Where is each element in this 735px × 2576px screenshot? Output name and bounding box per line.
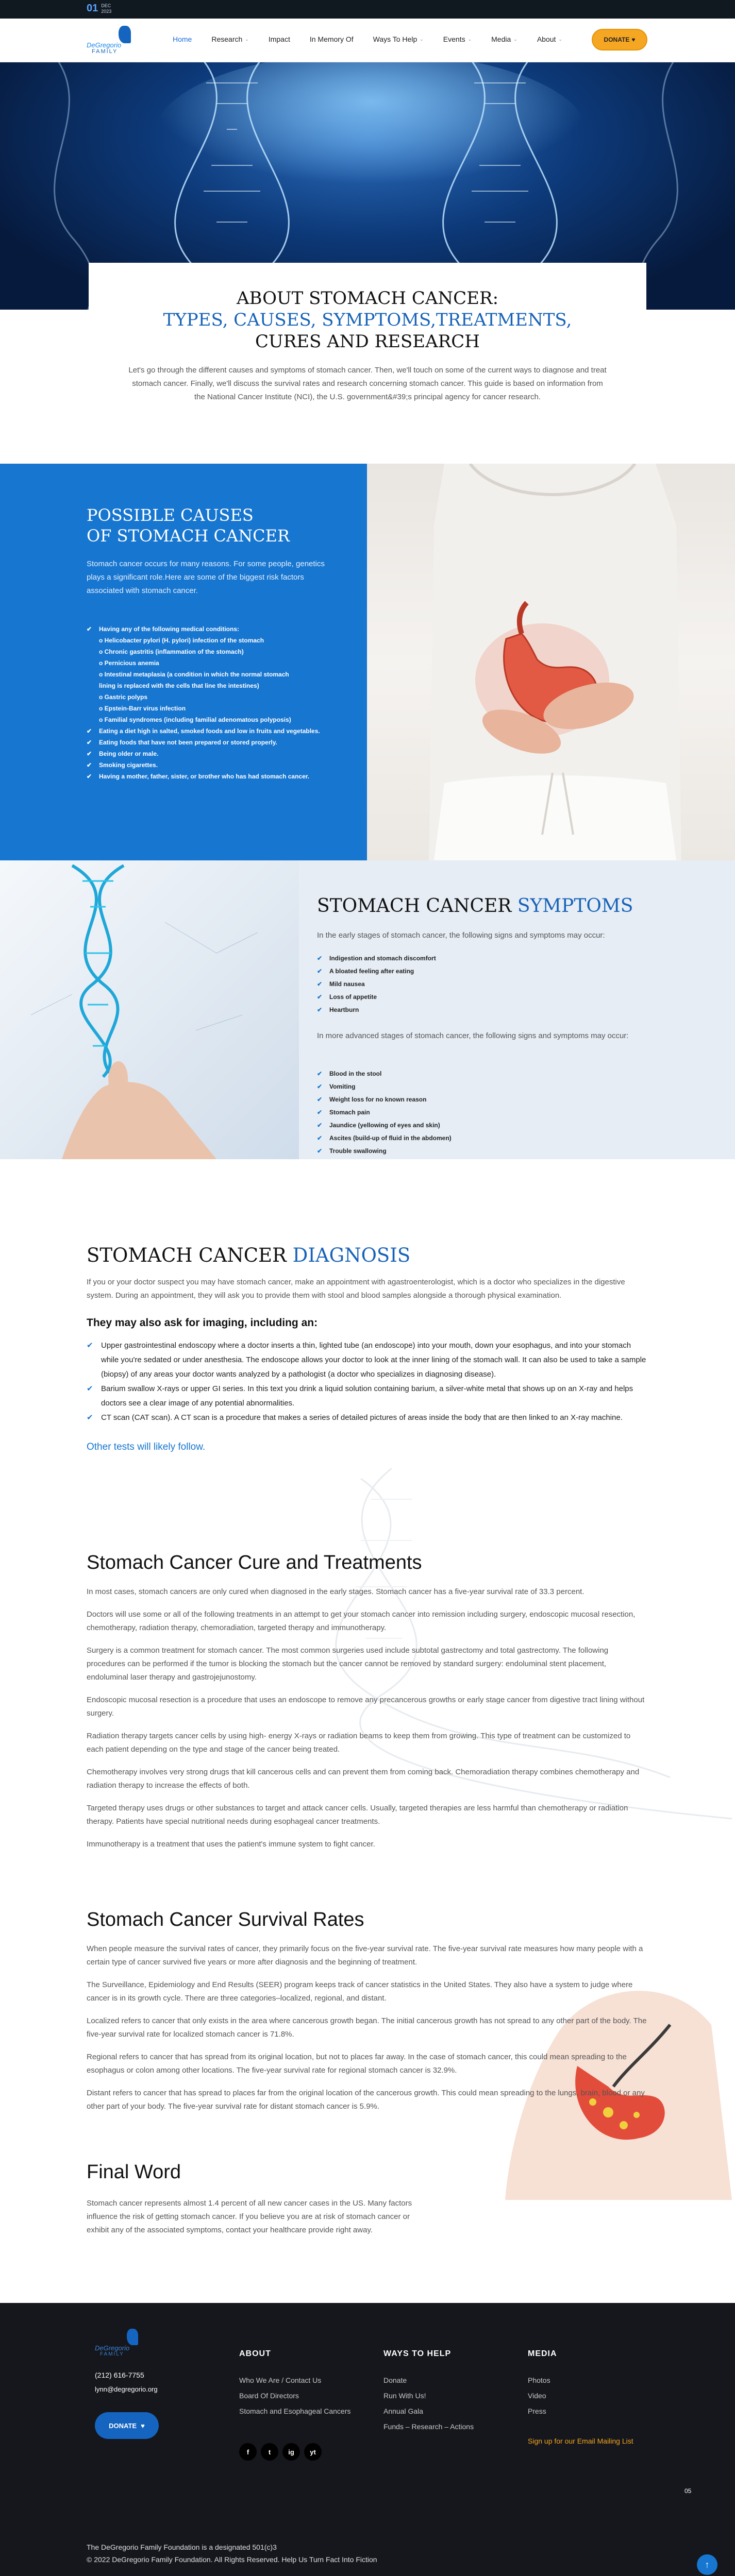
cause-item: ✔ Having any of the following medical conditions: [87, 623, 355, 635]
check-icon: ✔ [87, 625, 92, 633]
causes-title: POSSIBLE CAUSES OF STOMACH CANCER [87, 505, 290, 546]
about-intro-card [89, 263, 646, 417]
symptom-item: ✔ Stomach pain [317, 1106, 452, 1119]
instagram-icon[interactable]: ig [282, 2443, 300, 2461]
survival-paragraph: Regional refers to cancer that has spread from its original location, but not to places far away. In the case of stomach cancer, this could mean spreading to the esophagus or colon among other locations. The five-year survival rate for regional stomach cancer is 32.9%. [87, 2053, 627, 2075]
dna-hand-image [0, 860, 299, 1159]
footer-logo[interactable]: DeGregorio FAMILY [95, 2329, 146, 2358]
check-icon: ✔ [87, 750, 92, 757]
causes-list [87, 623, 355, 782]
footer-link[interactable]: Video [528, 2392, 546, 2400]
check-icon: ✔ [317, 993, 323, 1001]
nav-item-label: Ways To Help [373, 35, 417, 43]
heart-icon: ♥ [631, 36, 636, 43]
final-section [87, 2161, 416, 2237]
cure-title: Stomach Cancer Cure and Treatments [87, 1552, 422, 1573]
check-icon: ✔ [87, 727, 92, 735]
cure-paragraphs [87, 1585, 648, 1851]
footer-phone[interactable]: (212) 616-7755 [95, 2371, 144, 2379]
footer-count: 05 [684, 2487, 692, 2495]
arrow-up-icon: ↑ [705, 2559, 710, 2570]
check-icon: ✔ [87, 1384, 93, 1393]
chevron-down-icon: ⌄ [513, 36, 517, 42]
cure-paragraph: Immunotherapy is a treatment that uses the patient's immune system to fight cancer. [87, 1840, 375, 1849]
footer-link[interactable]: Stomach and Esophageal Cancers [239, 2407, 351, 2415]
cure-paragraph: In most cases, stomach cancers are only cured when diagnosed in the early stages. Stomach cancer has a five-year survival rate of 33.3 percent. [87, 1587, 584, 1596]
nav-item-events[interactable] [433, 35, 481, 43]
final-title: Final Word [87, 2161, 181, 2183]
about-title [89, 287, 646, 352]
diagnosis-subhead: They may also ask for imaging, including an: [87, 1317, 318, 1329]
cause-item: ✔ Smoking cigarettes. [87, 759, 355, 771]
check-icon: ✔ [317, 1122, 323, 1129]
footer-help-title: WAYS TO HELP [383, 2349, 452, 2358]
footer-link[interactable]: Run With Us! [383, 2392, 426, 2400]
final-body: Stomach cancer represents almost 1.4 percent of all new cancer cases in the US. Many factors influence the risk of getting stomach cancer. If you believe you are at risk of stomach cancer or exhibit any of the associated symptoms, contact your healthcare provide right away. [87, 2199, 412, 2234]
check-icon: ✔ [317, 1134, 323, 1142]
facebook-icon[interactable]: f [239, 2443, 257, 2461]
cure-paragraph: Surgery is a common treatment for stomach cancer. The most common surgeries used include subtotal gastrectomy and total gastrectomy. The following procedures can be performed if the tumor is blocking the stomach but the cancer cannot be removed by standard surgery: endoluminal stent placement, endoluminal laser therapy and gastrojejunostomy. [87, 1646, 609, 1682]
symptom-item: ✔ Ascites (build-up of fluid in the abdomen) [317, 1132, 452, 1145]
main-nav [0, 19, 735, 62]
cause-item: ✔ Being older or male. [87, 748, 355, 759]
symptom-item: ✔ Vomiting [317, 1080, 452, 1093]
top-bar [0, 0, 735, 19]
nav-item-label: About [537, 35, 556, 43]
cause-item: o Pernicious anemia [99, 659, 159, 667]
causes-intro: Stomach cancer occurs for many reasons. For some people, genetics plays a significant role.Here are some of the biggest risk factors associated with stomach cancer. [87, 560, 325, 595]
date-day: 01 [87, 3, 98, 14]
cure-paragraph: Targeted therapy uses drugs or other substances to target and attack cancer cells. Usually, targeted therapies are less harmful than chemotherapy or radiation therapy. Patients have special nutritional needs during esophageal cancer treatments. [87, 1804, 628, 1826]
cure-section [87, 1552, 648, 1860]
legal-line-1: The DeGregorio Family Foundation is a designated 501(c)3 [87, 2543, 277, 2551]
check-icon: ✔ [87, 773, 92, 780]
footer-media-title: MEDIA [528, 2349, 557, 2358]
site-footer [0, 2303, 735, 2576]
symptoms-section [0, 860, 735, 1159]
logo-mark-icon [119, 26, 131, 43]
footer-donate-button[interactable]: DONATE ♥ [95, 2412, 159, 2439]
symptoms-title: STOMACH CANCER SYMPTOMS [317, 895, 633, 917]
check-icon: ✔ [317, 1070, 323, 1077]
survival-paragraphs [87, 1942, 648, 2113]
check-icon: ✔ [87, 1341, 93, 1350]
nav-item-impact[interactable] [259, 35, 300, 43]
symptom-item: ✔ Loss of appetite [317, 991, 436, 1004]
survival-paragraph: Localized refers to cancer that only exists in the area where cancerous growth began. The initial cancerous growth has not spread to any other part of the body. The five-year survival rate for localized stomach cancer is 71.8%. [87, 2016, 647, 2039]
diagnosis-other: Other tests will likely follow. [87, 1442, 206, 1452]
legal-line-2: © 2022 DeGregorio Family Foundation. All Rights Reserved. Help Us Turn Fact Into Fiction [87, 2555, 377, 2564]
nav-item-media[interactable] [481, 35, 527, 43]
youtube-icon[interactable]: yt [304, 2443, 322, 2461]
footer-link[interactable]: Annual Gala [383, 2407, 424, 2415]
chevron-down-icon: ⌄ [467, 36, 472, 42]
about-title-line2: TYPES, CAUSES, SYMPTOMS,TREATMENTS, [163, 310, 572, 330]
mailing-list-link[interactable]: Sign up for our Email Mailing List [528, 2437, 633, 2445]
cause-item: o Epstein-Barr virus infection [99, 705, 186, 712]
about-title-line1: ABOUT STOMACH CANCER: [236, 288, 499, 309]
nav-item-label: Home [173, 35, 192, 43]
nav-item-label: Research [211, 35, 243, 43]
footer-logo-mark-icon [127, 2329, 138, 2345]
cause-item: ✔ Eating foods that have not been prepared or stored properly. [87, 737, 355, 748]
footer-link[interactable]: Press [528, 2407, 546, 2415]
footer-link[interactable]: Donate [383, 2376, 407, 2384]
survival-title: Stomach Cancer Survival Rates [87, 1909, 364, 1930]
check-icon: ✔ [317, 955, 323, 962]
check-icon: ✔ [87, 739, 92, 746]
date-year: 2023 [101, 8, 112, 14]
check-icon: ✔ [317, 1083, 323, 1090]
cause-item: ✔ Eating a diet high in salted, smoked foods and low in fruits and vegetables. [87, 725, 355, 737]
twitter-icon[interactable]: t [261, 2443, 278, 2461]
diagnosis-item: ✔ Barium swallow X-rays or upper GI series. In this text you drink a liquid solution containing barium, a silver-white metal that shows up on an X-ray and helps doctors see a clear image of any potential abnormalities. [87, 1382, 648, 1411]
nav-item-label: Media [491, 35, 511, 43]
footer-link[interactable]: Funds – Research – Actions [383, 2422, 474, 2431]
nav-item-about[interactable] [527, 35, 572, 43]
about-body: Let's go through the different causes and symptoms of stomach cancer. Then, we'll touch on some of the current ways to diagnose and treat stomach cancer. Finally, we'll discuss the survival rates and research concerning stomach cancer. This guide is based on information from the National Cancer Institute (NCI), the U.S. government&#39;s principal agency for cancer research. [128, 366, 607, 401]
survival-section [87, 1909, 648, 2123]
diagnosis-list [87, 1338, 648, 1425]
donate-button[interactable] [592, 29, 647, 50]
footer-about-title: ABOUT [239, 2349, 271, 2358]
check-icon: ✔ [317, 1006, 323, 1013]
nav-item-research[interactable] [202, 35, 258, 43]
cause-item: o Familial syndromes (including familial adenomatous polyposis) [99, 716, 291, 723]
check-icon: ✔ [317, 1096, 323, 1103]
nav-item-ways-to-help[interactable] [363, 35, 433, 43]
nav-item-label: Impact [268, 35, 290, 43]
chevron-down-icon: ⌄ [420, 36, 424, 42]
check-icon: ✔ [87, 1413, 93, 1422]
stomach-illustration-image [367, 464, 735, 860]
footer-link[interactable]: Photos [528, 2376, 550, 2384]
survival-paragraph: When people measure the survival rates of cancer, they primarily focus on the five-year survival rate. The five-year survival rate measures how many people with a certain type of cancer survived five years or more after diagnosis and the beginning of treatment. [87, 1944, 643, 1967]
footer-link[interactable]: Who We Are / Contact Us [239, 2376, 322, 2384]
cure-paragraph: Radiation therapy targets cancer cells by using high- energy X-rays or radiation beams to keep them from growing. This type of treatment can be customized to each patient depending on the type and stage of the cancer being treated. [87, 1732, 631, 1754]
symptom-item: ✔ Indigestion and stomach discomfort [317, 952, 436, 965]
stomach-figure-illustration [367, 464, 735, 860]
chevron-down-icon: ⌄ [245, 36, 249, 42]
cure-paragraph: Doctors will use some or all of the following treatments in an attempt to get your stomach cancer into remission including surgery, endoscopic mucosal resection, chemotherapy, radiation therapy, chemoradiation, targeted therapy and immunotherapy. [87, 1610, 636, 1632]
symptom-item: ✔ Heartburn [317, 1004, 436, 1016]
check-icon: ✔ [317, 980, 323, 988]
chevron-down-icon: ⌄ [558, 36, 562, 42]
symptom-item: ✔ Trouble swallowing [317, 1145, 452, 1158]
advanced-symptoms-list [317, 1067, 452, 1158]
nav-item-label: In Memory Of [309, 35, 354, 43]
dna-hand-illustration [0, 860, 299, 1159]
date-widget [87, 3, 111, 14]
diagnosis-item: ✔ Upper gastrointestinal endoscopy where a doctor inserts a thin, lighted tube (an endoscope) into your mouth, down your esophagus, and into your stomach while you're sedated or under anesthesia. The endoscope allows your doctor to look at the inner lining of the stomach wall. It can also be used to take a sample (biopsy) of any areas your doctor wants analyzed by a pathologist (a doctor who specializes in diagnosing disease). [87, 1338, 648, 1382]
logo-text-2: FAMILY [92, 48, 118, 55]
site-logo[interactable] [87, 26, 136, 56]
causes-section [0, 464, 367, 860]
survival-paragraph: Distant refers to cancer that has spread to places far from the original location of the cancerous growth. This could mean spreading to the lungs, brain, blood or any other part of your body. The five-year survival rate for distant stomach cancer is 5.9%. [87, 2089, 645, 2111]
donate-label: DONATE [604, 36, 630, 43]
diagnosis-title: STOMACH CANCER DIAGNOSIS [87, 1244, 411, 1266]
cause-item: o Helicobacter pylori (H. pylori) infection of the stomach [99, 637, 264, 644]
cure-paragraph: Chemotherapy involves very strong drugs that kill cancerous cells and can prevent them from coming back. Chemoradiation therapy combines chemotherapy and radiation therapy to increase the effects of both. [87, 1768, 640, 1790]
date-month: DEC [101, 3, 111, 8]
check-icon: ✔ [317, 968, 323, 975]
early-symptoms-list [317, 952, 436, 1016]
footer-email[interactable]: lynn@degregorio.org [95, 2385, 158, 2393]
about-title-line3: CURES AND RESEARCH [255, 331, 480, 352]
nav-menu [163, 35, 572, 43]
nav-item-home[interactable] [163, 35, 202, 43]
symptom-item: ✔ Jaundice (yellowing of eyes and skin) [317, 1119, 452, 1132]
diagnosis-intro: If you or your doctor suspect you may have stomach cancer, make an appointment with agastroenterologist, which is a doctor who specializes in the digestive system. During an appointment, they will ask you to provide them with stool and blood samples alongside a thorough physical examination. [87, 1278, 625, 1300]
diagnosis-item: ✔ CT scan (CAT scan). A CT scan is a procedure that makes a series of detailed pictures of areas inside the body that are then linked to an X-ray machine. [87, 1411, 648, 1425]
cause-item: o Gastric polyps [99, 693, 148, 701]
diagnosis-section [87, 1244, 648, 1453]
symptoms-advanced-intro: In more advanced stages of stomach cancer, the following signs and symptoms may occur: [317, 1031, 629, 1040]
check-icon: ✔ [317, 1147, 323, 1155]
cure-paragraph: Endoscopic mucosal resection is a procedure that uses an endoscope to remove any precancerous growths or early stage cancer from digestive tract lining without surgery. [87, 1696, 645, 1718]
cause-item: lining is replaced with the cells that line the intestines) [99, 682, 259, 689]
nav-item-in-memory-of[interactable] [300, 35, 363, 43]
scroll-to-top-button[interactable] [697, 2554, 717, 2575]
symptom-item: ✔ Weight loss for no known reason [317, 1093, 452, 1106]
symptoms-early-intro: In the early stages of stomach cancer, the following signs and symptoms may occur: [317, 931, 605, 940]
footer-link[interactable]: Board Of Directors [239, 2392, 299, 2400]
nav-item-label: Events [443, 35, 465, 43]
cause-item: o Intestinal metaplasia (a condition in which the normal stomach [99, 671, 289, 678]
survival-paragraph: The Surveillance, Epidemiology and End Results (SEER) program keeps track of cancer statistics in the United States. They also have a system to judge where cancer is in its growth cycle. There are three categories–localized, regional, and distant. [87, 1980, 633, 2003]
cause-item: o Chronic gastritis (inflammation of the stomach) [99, 648, 244, 655]
check-icon: ✔ [87, 761, 92, 769]
cause-item: ✔ Having a mother, father, sister, or brother who has had stomach cancer. [87, 771, 355, 782]
symptom-item: ✔ Blood in the stool [317, 1067, 452, 1080]
symptom-item: ✔ Mild nausea [317, 978, 436, 991]
check-icon: ✔ [317, 1109, 323, 1116]
logo-text-1: DeGregorio [87, 41, 122, 49]
symptom-item: ✔ A bloated feeling after eating [317, 965, 436, 978]
heart-icon: ♥ [141, 2421, 145, 2430]
